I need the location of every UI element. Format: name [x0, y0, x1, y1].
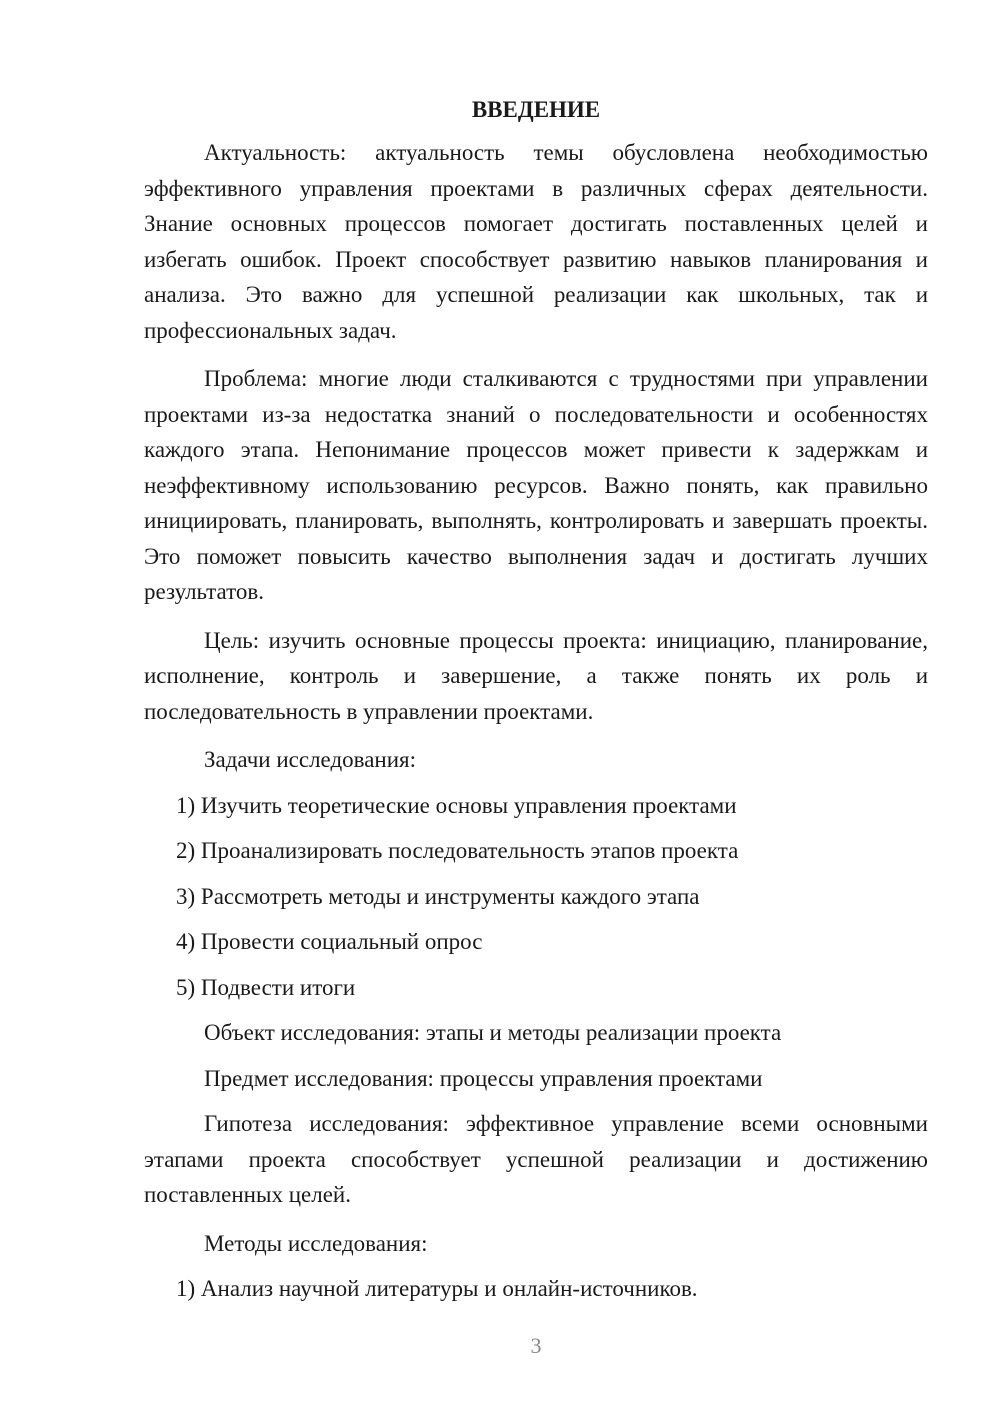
list-item: 1) Изучить теоретические основы управления проектами [176, 792, 737, 818]
tasks-list [144, 788, 928, 1006]
list-item: 5) Подвести итоги [176, 974, 356, 1000]
document-page [144, 92, 928, 1317]
methods-label: Методы исследования: [204, 1230, 428, 1256]
list-item: 4) Провести социальный опрос [176, 929, 483, 954]
hypothesis-paragraph: Гипотеза исследования: эффективное управление всеми основными этапами проекта способствует успешной реализации и достижению поставленных целей. [144, 1111, 928, 1207]
subject-line: Предмет исследования: процессы управления проектами [204, 1065, 763, 1091]
list-item: 3) Рассмотреть методы и инструменты каждого этапа [176, 883, 700, 909]
list-item: 2) Проанализировать последовательность этапов проекта [176, 838, 739, 863]
list-item: 1) Анализ научной литературы и онлайн-источников. [176, 1276, 698, 1301]
object-line: Объект исследования: этапы и методы реализации проекта [204, 1020, 782, 1045]
section-heading: ВВЕДЕНИЕ [471, 97, 601, 122]
page-number: 3 [530, 1333, 542, 1358]
methods-list [144, 1271, 928, 1307]
problem-paragraph: Проблема: многие люди сталкиваются с трудностями при управлении проектами из-за недостатка знаний о последовательности и особенностях каждого этапа. Непонимание процессов может привести к задержкам и неэффективному использованию ресурсов. Важно понять, как правильно инициировать, планировать, выполнять, контролировать и завершать проекты. Это поможет повысить качество выполнения задач и достигать лучших результатов. [144, 366, 928, 604]
goal-paragraph: Цель: изучить основные процессы проекта: инициацию, планирование, исполнение, контроль и завершение, а также понять их роль и последовательность в управлении проектами. [144, 627, 928, 724]
tasks-label: Задачи исследования: [204, 747, 417, 772]
relevance-paragraph: Актуальность: актуальность темы обусловлена необходимостью эффективного управления проектами в различных сферах деятельности. Знание основных процессов помогает достигать поставленных целей и избегать ошибок. Проект способствует развитию навыков планирования и анализа. Это важно для успешной реализации как школьных, так и профессиональных задач. [144, 140, 928, 343]
